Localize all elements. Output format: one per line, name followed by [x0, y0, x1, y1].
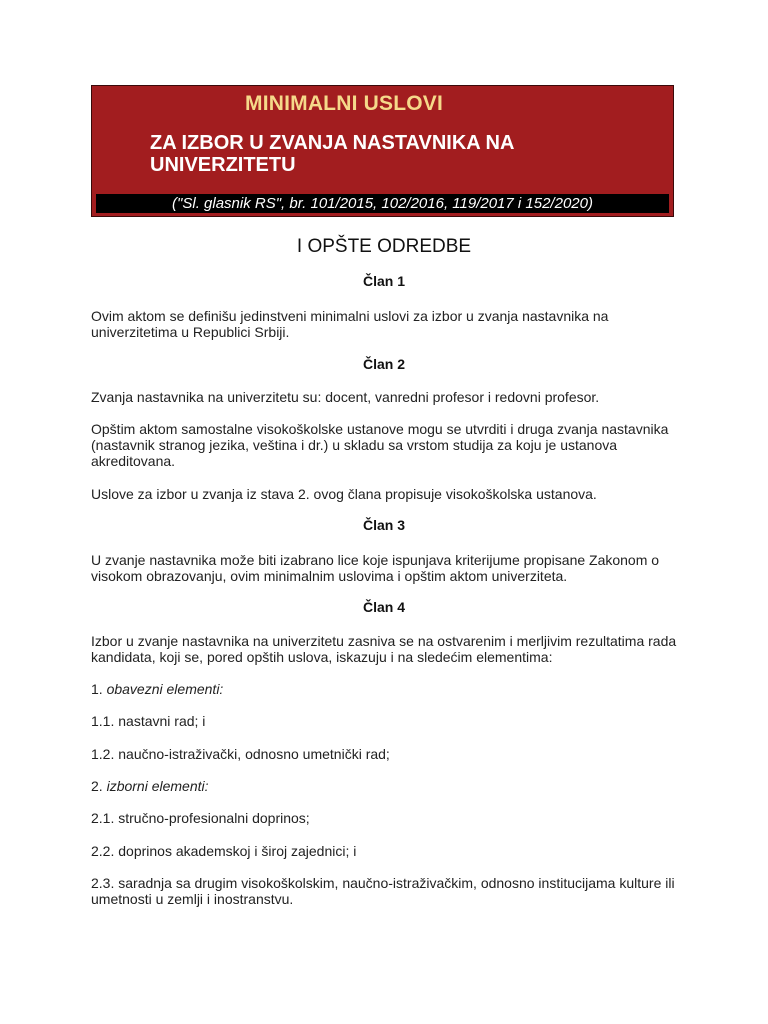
- article-3-paragraph-1: U zvanje nastavnika može biti izabrano lice koje ispunjava kriterijume propisane Zakonom o visokom obrazovanju, ovim minimalnim uslovima i opštim aktom univerziteta.: [91, 552, 660, 584]
- list-item-2: [91, 778, 681, 794]
- gazette-reference: ("Sl. glasnik RS", br. 101/2015, 102/2016, 119/2017 i 152/2020): [96, 194, 669, 213]
- article-heading-3: Član 3: [362, 517, 405, 533]
- article-heading-1: Član 1: [362, 273, 405, 289]
- title-banner: [91, 85, 674, 217]
- list-item-2-1: 2.1. stručno-profesionalni doprinos;: [91, 810, 310, 826]
- article-2-paragraph-2: Opštim aktom samostalne visokoškolske ustanove mogu se utvrditi i druga zvanja nastavnika (nastavnik stranog jezika, veština i dr.) u skladu sa vrstom studija za koju je ustanova akreditovana.: [91, 421, 669, 469]
- article-1-paragraph-1: Ovim aktom se definišu jedinstveni minimalni uslovi za izbor u zvanja nastavnika na univerzitetima u Republici Srbiji.: [91, 308, 609, 340]
- list-item-1-text: obavezni elementi:: [106, 681, 224, 697]
- banner-subtitle: ZA IZBOR U ZVANJA NASTAVNIKA NA UNIVERZITETU: [150, 132, 514, 176]
- list-item-1-number: 1.: [91, 681, 103, 697]
- section-title: I OPŠTE ODREDBE: [296, 236, 472, 257]
- list-item-1-1: 1.1. nastavni rad; i: [91, 713, 206, 729]
- article-2-paragraph-1: Zvanja nastavnika na univerzitetu su: docent, vanredni profesor i redovni profesor.: [91, 389, 600, 405]
- list-item-2-number: 2.: [91, 778, 103, 794]
- list-item-1-2: 1.2. naučno-istraživački, odnosno umetnički rad;: [91, 746, 390, 762]
- list-item-2-3: 2.3. saradnja sa drugim visokoškolskim, naučno-istraživačkim, odnosno institucijama kulture ili umetnosti u zemlji i inostranstvu.: [91, 875, 675, 907]
- list-item-1: [91, 681, 681, 697]
- list-item-2-text: izborni elementi:: [106, 778, 209, 794]
- article-heading-2: Član 2: [362, 356, 405, 372]
- article-2-paragraph-3: Uslove za izbor u zvanja iz stava 2. ovog člana propisuje visokoškolska ustanova.: [91, 486, 597, 502]
- article-4-paragraph-1: Izbor u zvanje nastavnika na univerzitetu zasniva se na ostvarenim i merljivim rezultatima rada kandidata, koji se, pored opštih uslova, iskazuju i na sledećim elementima:: [91, 633, 677, 665]
- list-item-2-2: 2.2. doprinos akademskoj i široj zajednici; i: [91, 843, 357, 859]
- article-heading-4: Član 4: [362, 599, 405, 615]
- banner-title: MINIMALNI USLOVI: [245, 92, 444, 115]
